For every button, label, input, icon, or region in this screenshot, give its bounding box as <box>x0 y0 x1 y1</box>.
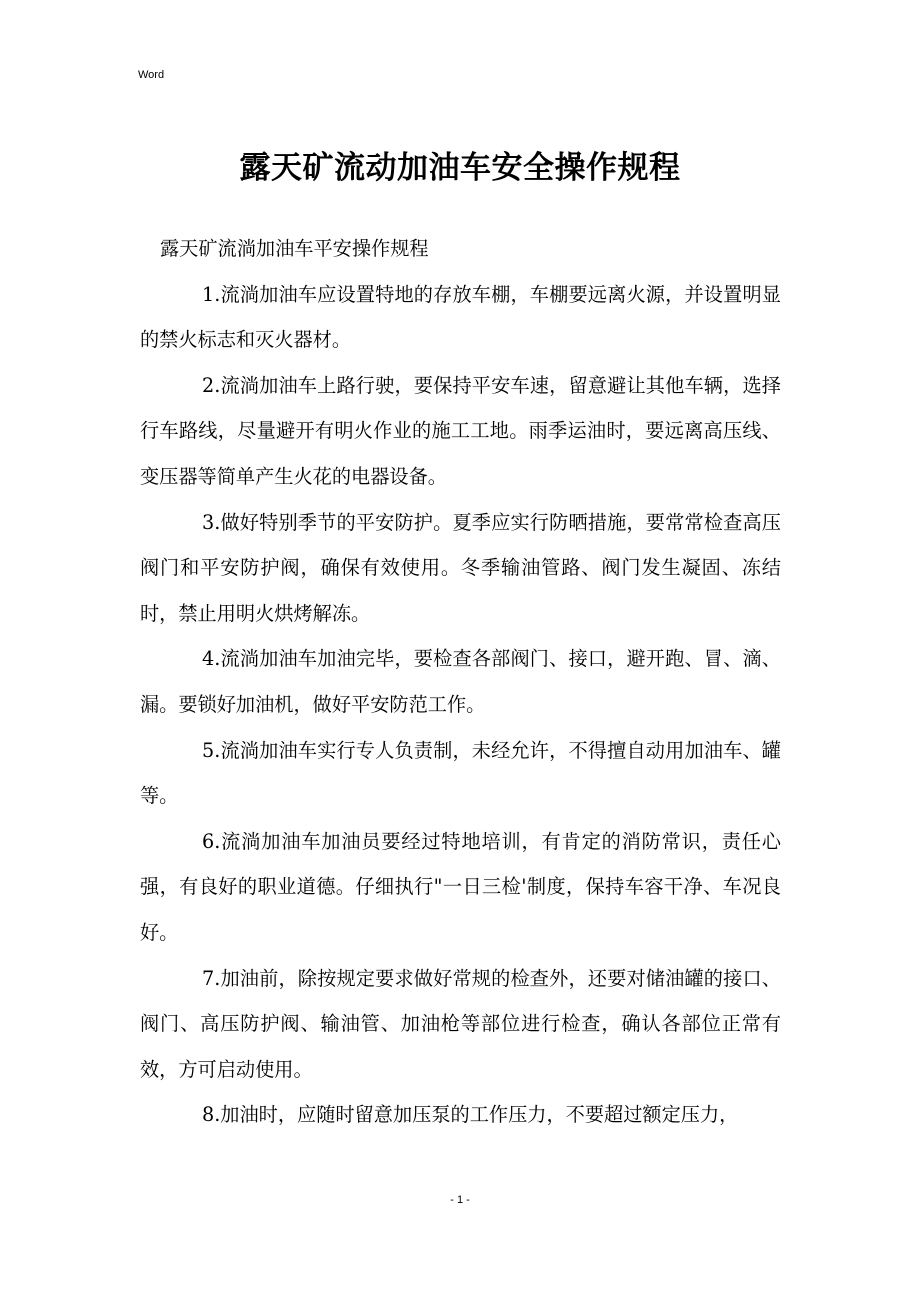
paragraph-7: 7.加油前，除按规定要求做好常规的检查外，还要对储油罐的接口、阀门、高压防护阀、输油管、加油枪等部位进行检查，确认各部位正常有效，方可启动使用。 <box>140 966 781 1081</box>
paragraph-8: 8.加油时，应随时留意加压泵的工作压力，不要超过额定压力， <box>202 1103 739 1127</box>
page-number: - 1 - <box>450 1194 470 1206</box>
paragraph-2: 2.流淌加油车上路行驶，要保持平安车速，留意避让其他车辆，选择行车路线，尽量避开有明火作业的施工工地。雨季运油时，要远离高压线、变压器等简单产生火花的电器设备。 <box>140 373 781 488</box>
paragraph-1: 1.流淌加油车应设置特地的存放车棚，车棚要远离火源，并设置明显的禁火标志和灭火器材。 <box>140 282 781 352</box>
document-body <box>140 226 781 1138</box>
document-subtitle: 露天矿流淌加油车平安操作规程 <box>160 237 429 260</box>
document-title: 露天矿流动加油车安全操作规程 <box>239 150 681 186</box>
paragraph-6: 6.流淌加油车加油员要经过特地培训，有肯定的消防常识，责任心强，有良好的职业道德。仔细执行"一日三检'制度，保持车容干净、车况良好。 <box>140 829 781 944</box>
paragraph-4: 4.流淌加油车加油完毕，要检查各部阀门、接口，避开跑、冒、滴、漏。要锁好加油机，做好平安防范工作。 <box>140 647 781 716</box>
paragraph-5: 5.流淌加油车实行专人负责制，未经允许，不得擅自动用加油车、罐等。 <box>140 738 781 808</box>
paragraph-3: 3.做好特别季节的平安防护。夏季应实行防晒措施，要常常检查高压阀门和平安防护阀，确保有效使用。冬季输油管路、阀门发生凝固、冻结时，禁止用明火烘烤解冻。 <box>140 510 781 625</box>
header-label: Word <box>138 69 165 81</box>
